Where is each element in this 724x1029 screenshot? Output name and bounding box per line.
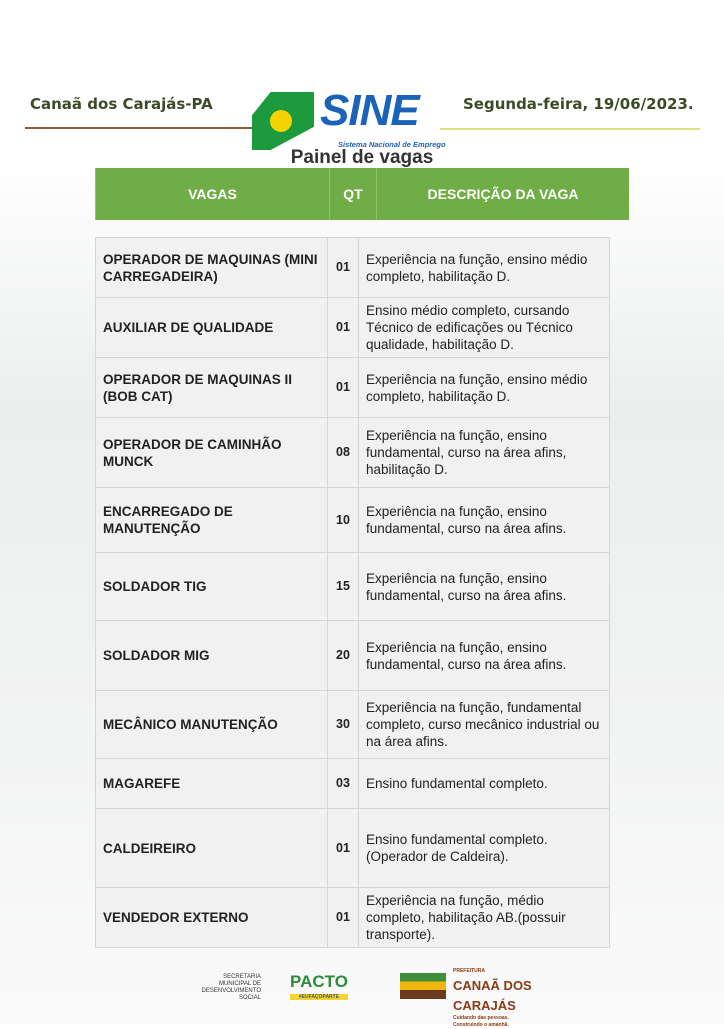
- quantity: 20: [328, 621, 359, 691]
- job-title: MECÂNICO MANUTENÇÃO: [96, 691, 328, 759]
- footer-logos: [195, 968, 535, 1028]
- column-header: DESCRIÇÃO DA VAGA: [377, 168, 630, 220]
- quantity: 01: [328, 358, 359, 418]
- job-title: OPERADOR DE MAQUINAS (MINI CARREGADEIRA): [96, 238, 328, 298]
- job-description: Ensino fundamental completo.: [359, 759, 610, 809]
- job-title: AUXILIAR DE QUALIDADE: [96, 298, 328, 358]
- table-row: [96, 809, 610, 888]
- jobs-table: [95, 237, 610, 948]
- quantity: 30: [328, 691, 359, 759]
- secretaria-logo: SECRETARIA MUNICIPAL DE DESENVOLVIMENTO SOCIAL: [201, 974, 261, 1001]
- table-row: [96, 759, 610, 809]
- pacto-tag: #EUFAÇOPARTE: [290, 994, 348, 1000]
- job-title: CALDEIREIRO: [96, 809, 328, 888]
- slogan: Cuidando das pessoas. Construindo o amanhã.: [453, 1015, 509, 1028]
- column-header: QT: [330, 168, 377, 220]
- job-description: Experiência na função, ensino fundamental, curso na área afins.: [359, 488, 610, 553]
- job-title: SOLDADOR MIG: [96, 621, 328, 691]
- canaa-flag-icon: [400, 973, 446, 999]
- table-row: [96, 621, 610, 691]
- logo-text: SINE: [320, 86, 419, 135]
- flag-icon: [252, 92, 314, 150]
- page-title: Painel de vagas: [290, 147, 434, 168]
- table-row: [96, 691, 610, 759]
- pacto-text: PACTO: [290, 972, 348, 991]
- table-row: [96, 488, 610, 553]
- city-label: Canaã dos Carajás-PA: [30, 95, 213, 113]
- divider: [440, 128, 700, 130]
- job-description: Experiência na função, ensino médio completo, habilitação D.: [359, 238, 610, 298]
- job-description: Experiência na função, fundamental completo, curso mecânico industrial ou na área afins.: [359, 691, 610, 759]
- table-header: [95, 168, 629, 220]
- canaa-text: CANAÃ DOS CARAJÁS: [453, 978, 532, 1013]
- sine-logo: [252, 88, 452, 154]
- quantity: 01: [328, 238, 359, 298]
- job-description: Experiência na função, ensino fundamental, curso na área afins.: [359, 553, 610, 621]
- job-title: OPERADOR DE CAMINHÃO MUNCK: [96, 418, 328, 488]
- quantity: 01: [328, 888, 359, 948]
- job-description: Experiência na função, ensino fundamental, curso na área afins.: [359, 621, 610, 691]
- job-description: Ensino fundamental completo. (Operador de Caldeira).: [359, 809, 610, 888]
- quantity: 15: [328, 553, 359, 621]
- table-row: [96, 418, 610, 488]
- prefeitura-logo: [453, 968, 535, 1029]
- job-title: OPERADOR DE MAQUINAS II (BOB CAT): [96, 358, 328, 418]
- prefeitura-text: PREFEITURA: [453, 968, 485, 974]
- job-title: SOLDADOR TIG: [96, 553, 328, 621]
- quantity: 10: [328, 488, 359, 553]
- job-description: Experiência na função, ensino médio completo, habilitação D.: [359, 358, 610, 418]
- job-title: VENDEDOR EXTERNO: [96, 888, 328, 948]
- table-row: [96, 888, 610, 948]
- job-description: Experiência na função, ensino fundamental, curso na área afins, habilitação D.: [359, 418, 610, 488]
- logo-subtitle: Sistema Nacional de Emprego: [338, 140, 446, 149]
- quantity: 08: [328, 418, 359, 488]
- quantity: 01: [328, 298, 359, 358]
- quantity: 01: [328, 809, 359, 888]
- column-header: VAGAS: [96, 168, 330, 220]
- date-label: Segunda-feira, 19/06/2023.: [463, 95, 694, 113]
- divider: [25, 127, 285, 129]
- job-title: ENCARREGADO DE MANUTENÇÃO: [96, 488, 328, 553]
- quantity: 03: [328, 759, 359, 809]
- job-description: Ensino médio completo, cursando Técnico de edificações ou Técnico qualidade, habilitação D.: [359, 298, 610, 358]
- pacto-logo: [290, 972, 348, 1000]
- table-row: [96, 553, 610, 621]
- table-row: [96, 238, 610, 298]
- table-row: [96, 358, 610, 418]
- job-title: MAGAREFE: [96, 759, 328, 809]
- job-description: Experiência na função, médio completo, habilitação AB.(possuir transporte).: [359, 888, 610, 948]
- table-row: [96, 298, 610, 358]
